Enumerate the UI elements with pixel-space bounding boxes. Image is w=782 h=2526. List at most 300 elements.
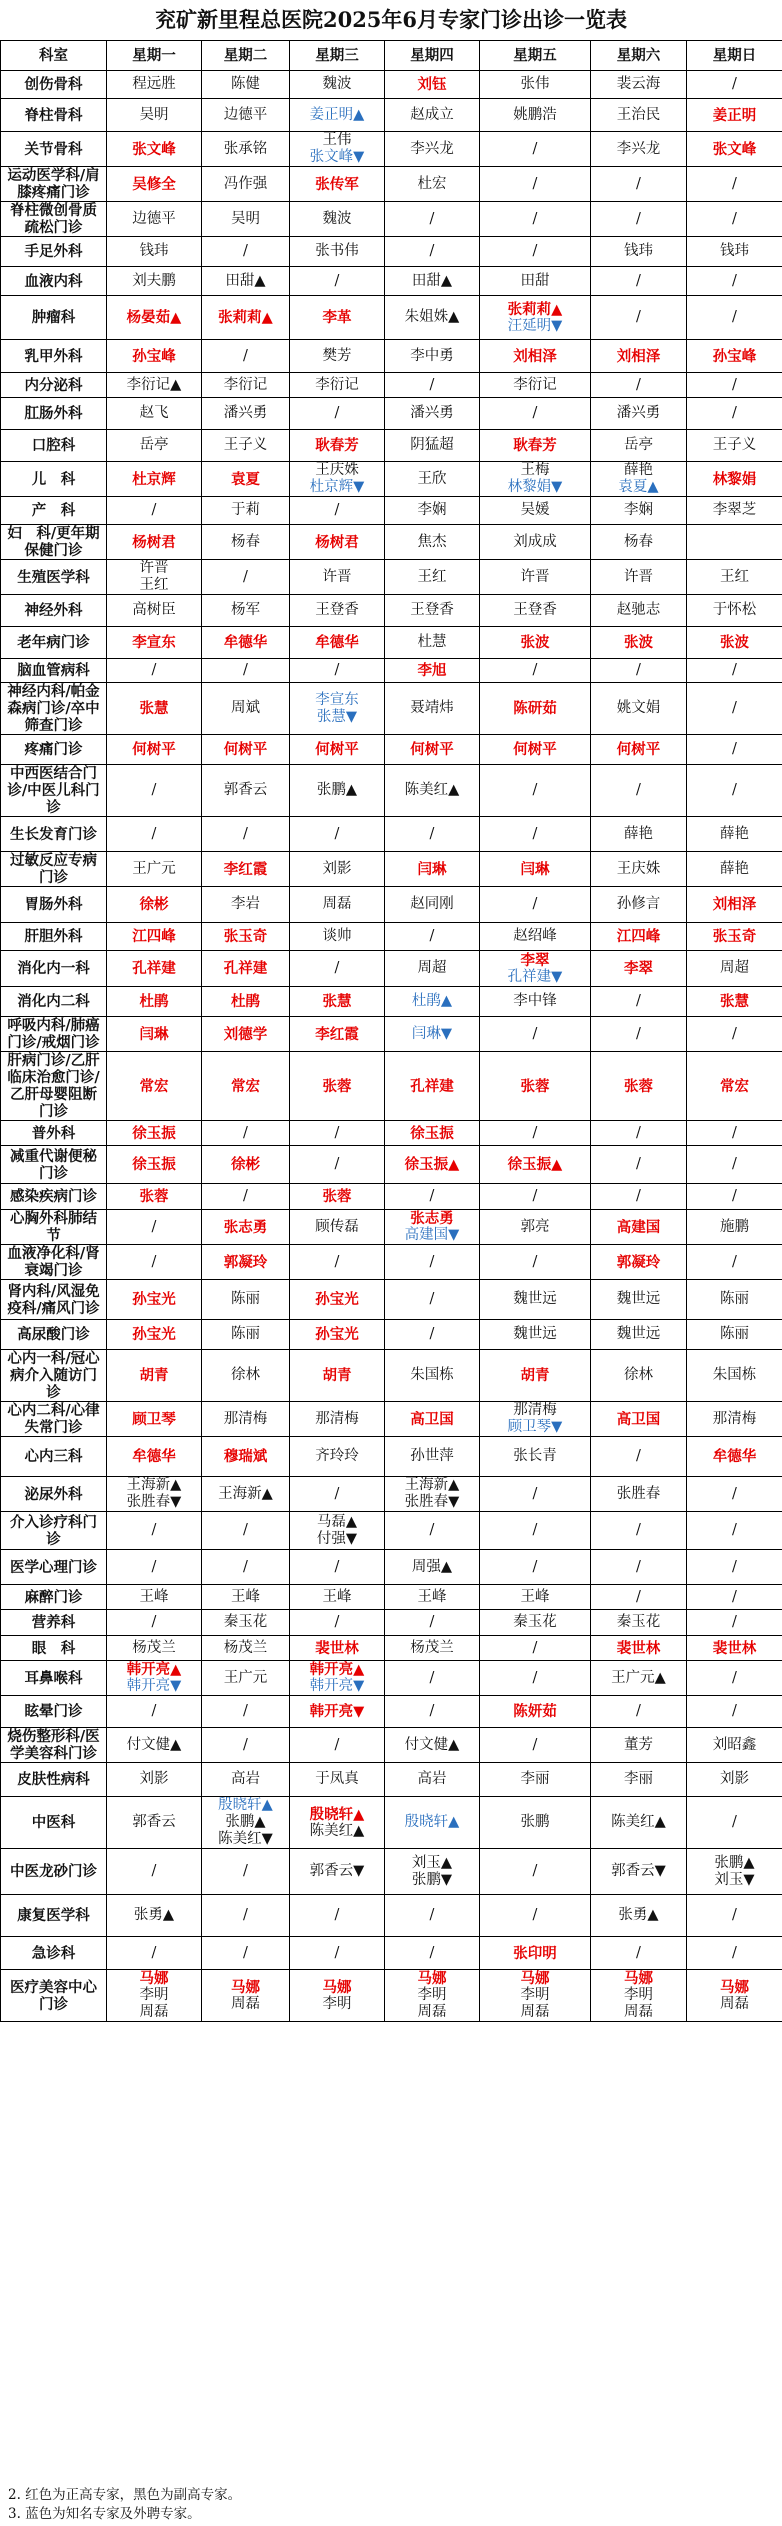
doctor-name: 钱玮 xyxy=(624,243,653,259)
doctor-name: 杨晏茹▲ xyxy=(126,309,182,326)
doctor-name: 刘玉▼ xyxy=(714,1871,755,1888)
doctor-name: 袁夏▲ xyxy=(618,479,659,495)
doctor-name: / xyxy=(532,175,538,192)
table-row xyxy=(1,1696,782,1728)
schedule-cell xyxy=(290,887,385,923)
schedule-cell xyxy=(687,525,782,560)
table-row xyxy=(1,1636,782,1661)
doctor-name: 袁夏 xyxy=(231,470,260,488)
doctor-name: 马娜 xyxy=(417,1970,447,1987)
doctor-name: 魏世远 xyxy=(616,1291,661,1307)
schedule-cell xyxy=(202,1937,290,1970)
doctor-name: 秦玉花 xyxy=(223,1614,268,1630)
doctor-name: 刘影 xyxy=(322,860,352,877)
doctor-name: 赵成立 xyxy=(410,106,454,123)
doctor-name: 周磊 xyxy=(139,2004,169,2020)
doctor-name: / xyxy=(243,1124,248,1141)
doctor-name: 周超 xyxy=(720,960,749,976)
schedule-cell xyxy=(290,296,385,340)
doctor-name: 殷晓轩▲ xyxy=(404,1814,460,1830)
table-row xyxy=(1,1017,782,1052)
table-row xyxy=(1,951,782,987)
schedule-cell xyxy=(290,1350,385,1402)
schedule-cell xyxy=(107,1937,202,1970)
doctor-name: 陈研茹 xyxy=(513,700,557,717)
schedule-cell xyxy=(687,1512,782,1550)
doctor-name: / xyxy=(151,1218,157,1235)
doctor-name: 刘相泽 xyxy=(513,347,557,365)
doctor-name: / xyxy=(429,1907,435,1923)
doctor-name: 魏世远 xyxy=(513,1291,557,1307)
schedule-cell xyxy=(385,430,480,462)
dept-cell: 内分泌科 xyxy=(1,373,107,398)
doctor-name: 姚文娟 xyxy=(616,700,661,716)
schedule-cell xyxy=(107,1585,202,1610)
schedule-cell xyxy=(290,1477,385,1512)
schedule-cell xyxy=(385,99,480,132)
dept-cell: 肿瘤科 xyxy=(1,296,107,340)
dept-cell: 关节骨科 xyxy=(1,132,107,167)
doctor-name: 田甜▲ xyxy=(411,272,453,289)
doctor-name: 李娴 xyxy=(624,502,653,518)
doctor-name: / xyxy=(732,1669,737,1686)
schedule-cell xyxy=(202,497,290,525)
schedule-cell xyxy=(591,923,687,951)
schedule-cell xyxy=(480,430,591,462)
doctor-name: 常宏 xyxy=(139,1077,169,1095)
doctor-name: 陈美红▲ xyxy=(611,1814,666,1830)
schedule-cell xyxy=(290,923,385,951)
schedule-cell xyxy=(202,923,290,951)
doctor-name: / xyxy=(532,1639,538,1656)
doctor-name: 魏世远 xyxy=(513,1326,557,1342)
header-row xyxy=(1,41,782,71)
doctor-name: 常宏 xyxy=(231,1077,260,1095)
doctor-name: / xyxy=(732,1558,737,1575)
doctor-name: / xyxy=(636,1558,641,1575)
dept-cell: 脊柱微创骨质疏松门诊 xyxy=(1,202,107,237)
doctor-name: 牟德华 xyxy=(132,1448,176,1465)
doctor-name: / xyxy=(732,76,737,92)
doctor-name: / xyxy=(334,1614,340,1630)
schedule-cell xyxy=(107,1437,202,1477)
doctor-name: / xyxy=(636,272,641,289)
schedule-cell xyxy=(202,1696,290,1728)
doctor-name: / xyxy=(151,1522,157,1538)
dept-cell: 口腔科 xyxy=(1,430,107,462)
header-dept: 科室 xyxy=(1,41,107,71)
schedule-cell xyxy=(591,398,687,430)
dept-cell: 肛肠外科 xyxy=(1,398,107,430)
doctor-name: 那清梅 xyxy=(223,1410,268,1427)
schedule-cell xyxy=(687,1121,782,1146)
table-row xyxy=(1,296,782,340)
schedule-cell xyxy=(687,1970,782,2022)
doctor-name: 郭香云▼ xyxy=(611,1863,666,1879)
schedule-cell xyxy=(480,1184,591,1210)
schedule-cell xyxy=(202,1636,290,1661)
doctor-name: 江四峰 xyxy=(132,928,176,945)
doctor-name: 李兴龙 xyxy=(410,140,454,157)
dept-cell: 康复医学科 xyxy=(1,1895,107,1937)
schedule-cell xyxy=(480,765,591,817)
doctor-name: 韩开亮▼ xyxy=(309,1703,365,1720)
schedule-cell xyxy=(107,1402,202,1437)
doctor-name: 许晋 xyxy=(139,560,169,576)
doctor-name: 吴明 xyxy=(139,106,169,123)
doctor-name: 张胜春▼ xyxy=(126,1494,182,1510)
doctor-name: 边德平 xyxy=(223,106,268,123)
schedule-cell xyxy=(202,1017,290,1052)
doctor-name: 刘夫鹏 xyxy=(132,272,176,289)
doctor-name: 裴云海 xyxy=(616,76,661,92)
schedule-cell xyxy=(385,1052,480,1121)
doctor-name: 李娴 xyxy=(417,502,447,518)
dept-cell: 儿 科 xyxy=(1,462,107,497)
doctor-name: 张慧 xyxy=(720,993,749,1010)
schedule-cell xyxy=(480,923,591,951)
doctor-name: 张慧 xyxy=(139,700,169,717)
schedule-cell xyxy=(480,167,591,202)
schedule-cell xyxy=(385,1970,480,2022)
table-row xyxy=(1,987,782,1017)
schedule-cell xyxy=(202,99,290,132)
schedule-cell xyxy=(687,1728,782,1763)
doctor-name: 孙宝光 xyxy=(315,1326,359,1343)
doctor-name: / xyxy=(151,825,157,842)
schedule-cell xyxy=(591,71,687,99)
doctor-name: 李翠 xyxy=(520,951,550,969)
schedule-cell xyxy=(480,202,591,237)
schedule-cell xyxy=(202,340,290,373)
header-day: 星期一 xyxy=(107,41,202,71)
dept-cell: 创伤骨科 xyxy=(1,71,107,99)
table-row xyxy=(1,1728,782,1763)
schedule-cell xyxy=(107,1550,202,1585)
schedule-cell xyxy=(687,99,782,132)
doctor-name: 李明 xyxy=(520,1987,550,2003)
doctor-name: 陈妍茹 xyxy=(513,1703,557,1720)
doctor-name: 顾传磊 xyxy=(315,1218,359,1235)
doctor-name: / xyxy=(636,1188,641,1204)
schedule-cell xyxy=(202,765,290,817)
schedule-cell xyxy=(591,560,687,595)
schedule-cell xyxy=(107,627,202,659)
table-row xyxy=(1,1895,782,1937)
schedule-cell xyxy=(591,1970,687,2022)
doctor-name: / xyxy=(636,210,641,227)
doctor-name: 那清梅 xyxy=(513,1402,557,1418)
schedule-cell xyxy=(202,1437,290,1477)
schedule-cell xyxy=(290,817,385,852)
doctor-name: 马娜 xyxy=(720,1978,749,1996)
schedule-cell xyxy=(107,1797,202,1849)
table-row xyxy=(1,887,782,923)
schedule-cell xyxy=(202,1320,290,1350)
doctor-name: 何树平 xyxy=(513,741,557,758)
doctor-name: 李中锋 xyxy=(513,993,557,1009)
doctor-name: 何树平 xyxy=(616,741,661,758)
schedule-cell xyxy=(290,462,385,497)
dept-cell: 烧伤整形科/医学美容科门诊 xyxy=(1,1728,107,1763)
doctor-name: 耿春芳 xyxy=(315,437,359,454)
schedule-cell xyxy=(385,817,480,852)
doctor-name: 王广元 xyxy=(132,860,176,877)
dept-cell: 医学心理门诊 xyxy=(1,1550,107,1585)
doctor-name: 徐彬 xyxy=(139,896,169,913)
doctor-name: 张伟 xyxy=(520,76,550,92)
doctor-name: 张印明 xyxy=(513,1944,557,1962)
doctor-name: 张慧 xyxy=(322,993,352,1010)
dept-cell: 感染疾病门诊 xyxy=(1,1184,107,1210)
schedule-cell xyxy=(687,595,782,627)
schedule-cell xyxy=(385,462,480,497)
doctor-name: 郭香云▼ xyxy=(309,1863,365,1879)
schedule-cell xyxy=(591,765,687,817)
table-row xyxy=(1,398,782,430)
doctor-name: 杨茂兰 xyxy=(223,1639,268,1656)
schedule-cell xyxy=(290,1121,385,1146)
doctor-name: 高建国▼ xyxy=(404,1227,460,1243)
doctor-name: 孙世萍 xyxy=(410,1448,454,1464)
dept-cell: 医疗美容中心门诊 xyxy=(1,1970,107,2022)
doctor-name: 王登香 xyxy=(513,602,557,618)
page-title: 兖矿新里程总医院2025年6月专家门诊出诊一览表 xyxy=(154,7,628,32)
doctor-name: 张鹏 xyxy=(520,1814,550,1830)
doctor-name: 李革 xyxy=(322,309,352,326)
doctor-name: 闫琳 xyxy=(520,860,550,878)
doctor-name: / xyxy=(243,1558,248,1575)
schedule-cell xyxy=(687,887,782,923)
schedule-cell xyxy=(290,1052,385,1121)
table-row xyxy=(1,1052,782,1121)
schedule-cell xyxy=(107,497,202,525)
doctor-name: 吴媛 xyxy=(520,502,550,518)
schedule-cell xyxy=(480,1146,591,1184)
doctor-name: / xyxy=(532,1907,538,1923)
doctor-name: / xyxy=(243,825,248,842)
schedule-cell xyxy=(385,398,480,430)
doctor-name: 孙宝光 xyxy=(132,1291,176,1308)
doctor-name: 闫琳 xyxy=(417,860,447,878)
doctor-name: 杜鹃 xyxy=(139,993,169,1010)
doctor-name: 岳亭 xyxy=(139,437,169,453)
doctor-name: 张蓉 xyxy=(139,1188,169,1205)
schedule-cell xyxy=(290,1937,385,1970)
dept-cell: 肝病门诊/乙肝临床治愈门诊/乙肝母婴阻断门诊 xyxy=(1,1052,107,1121)
doctor-name: 杨春 xyxy=(624,533,653,550)
doctor-name: 周磊 xyxy=(720,1995,749,2012)
schedule-cell xyxy=(687,1280,782,1320)
schedule-cell xyxy=(591,852,687,887)
doctor-name: / xyxy=(532,140,538,157)
doctor-name: / xyxy=(532,405,538,421)
doctor-name: 张鹏▲ xyxy=(714,1854,755,1871)
doctor-name: / xyxy=(243,1944,248,1961)
schedule-cell xyxy=(290,1437,385,1477)
schedule-cell xyxy=(202,1797,290,1849)
schedule-cell xyxy=(591,267,687,296)
doctor-name: 付文健▲ xyxy=(404,1736,460,1753)
doctor-name: 王峰 xyxy=(231,1588,260,1605)
doctor-name: 刘影 xyxy=(139,1771,169,1787)
doctor-name: / xyxy=(243,243,248,259)
dept-cell: 急诊科 xyxy=(1,1937,107,1970)
schedule-cell xyxy=(290,71,385,99)
doctor-name: / xyxy=(636,376,641,393)
doctor-name: 马娜 xyxy=(139,1970,169,1987)
schedule-cell xyxy=(591,237,687,267)
schedule-cell xyxy=(107,817,202,852)
doctor-name: 王庆姝 xyxy=(616,860,661,877)
schedule-cell xyxy=(480,132,591,167)
doctor-name: / xyxy=(243,347,248,364)
doctor-name: / xyxy=(151,502,157,518)
doctor-name: / xyxy=(334,1558,340,1575)
doctor-name: / xyxy=(532,210,538,227)
doctor-name: / xyxy=(636,1448,641,1464)
schedule-cell xyxy=(687,430,782,462)
schedule-cell xyxy=(290,852,385,887)
doctor-name: 王登香 xyxy=(315,602,359,618)
schedule-cell xyxy=(202,373,290,398)
schedule-cell xyxy=(107,132,202,167)
doctor-name: 王海新▲ xyxy=(404,1477,460,1493)
doctor-name: 郭香云 xyxy=(223,782,268,798)
schedule-cell xyxy=(385,132,480,167)
schedule-cell xyxy=(687,1210,782,1245)
schedule-cell xyxy=(385,560,480,595)
schedule-cell xyxy=(107,430,202,462)
doctor-name: 付文健▲ xyxy=(126,1736,182,1753)
schedule-cell xyxy=(107,923,202,951)
doctor-name: 王登香 xyxy=(410,602,454,618)
schedule-cell xyxy=(107,1636,202,1661)
doctor-name: 付强▼ xyxy=(316,1530,358,1547)
schedule-cell xyxy=(107,267,202,296)
doctor-name: 李衍记 xyxy=(315,376,359,393)
doctor-name: 施鹏 xyxy=(720,1218,749,1235)
doctor-name: 周磊 xyxy=(322,896,352,912)
dept-cell: 产 科 xyxy=(1,497,107,525)
doctor-name: 齐玲玲 xyxy=(315,1448,359,1464)
doctor-name: 杨春 xyxy=(231,533,260,550)
table-row xyxy=(1,1437,782,1477)
doctor-name: 张志勇 xyxy=(223,1218,268,1236)
table-row xyxy=(1,1320,782,1350)
doctor-name: 陈美红▼ xyxy=(218,1831,273,1847)
doctor-name: 徐玉振 xyxy=(410,1124,454,1142)
schedule-cell xyxy=(202,1849,290,1895)
schedule-cell xyxy=(480,497,591,525)
schedule-cell xyxy=(385,1437,480,1477)
dept-cell: 生长发育门诊 xyxy=(1,817,107,852)
schedule-cell xyxy=(687,1585,782,1610)
table-row xyxy=(1,1121,782,1146)
schedule-cell xyxy=(687,237,782,267)
schedule-cell xyxy=(480,1696,591,1728)
schedule-cell xyxy=(687,1146,782,1184)
schedule-cell xyxy=(107,462,202,497)
dept-cell: 耳鼻喉科 xyxy=(1,1661,107,1696)
schedule-cell xyxy=(107,1146,202,1184)
schedule-cell xyxy=(107,1970,202,2022)
doctor-name: 李旭 xyxy=(417,662,447,679)
doctor-name: 郭凝玲 xyxy=(223,1253,268,1271)
schedule-cell xyxy=(687,627,782,659)
dept-cell: 心内一科/冠心病介入随访门诊 xyxy=(1,1350,107,1402)
dept-cell: 生殖医学科 xyxy=(1,560,107,595)
table-row xyxy=(1,560,782,595)
schedule-cell xyxy=(591,817,687,852)
doctor-name: 马娜 xyxy=(322,1978,352,1996)
doctor-name: 那清梅 xyxy=(315,1410,359,1427)
schedule-cell xyxy=(480,237,591,267)
schedule-cell xyxy=(591,1512,687,1550)
dept-cell: 血液净化科/肾衰竭门诊 xyxy=(1,1245,107,1280)
table-row xyxy=(1,1970,782,2022)
schedule-cell xyxy=(480,1895,591,1937)
table-row xyxy=(1,1245,782,1280)
schedule-cell xyxy=(591,525,687,560)
doctor-name: / xyxy=(636,1703,641,1719)
schedule-cell xyxy=(202,817,290,852)
doctor-name: 孙修言 xyxy=(616,896,661,912)
schedule-cell xyxy=(107,1184,202,1210)
schedule-cell xyxy=(591,1477,687,1512)
table-row xyxy=(1,373,782,398)
doctor-name: 孙宝光 xyxy=(315,1291,359,1308)
schedule-cell xyxy=(591,202,687,237)
schedule-cell xyxy=(480,1550,591,1585)
dept-cell: 消化内二科 xyxy=(1,987,107,1017)
doctor-name: 林黎娟▼ xyxy=(507,479,563,495)
doctor-name: 何树平 xyxy=(223,741,268,758)
doctor-name: 周强▲ xyxy=(411,1558,453,1575)
schedule-cell xyxy=(290,1017,385,1052)
doctor-name: 王子义 xyxy=(223,437,268,453)
doctor-name: / xyxy=(532,1485,538,1502)
schedule-cell xyxy=(290,659,385,683)
doctor-name: 张鹏▲ xyxy=(225,1814,266,1830)
doctor-name: 杨军 xyxy=(231,602,260,618)
table-row xyxy=(1,1184,782,1210)
doctor-name: 江四峰 xyxy=(616,928,661,945)
dept-cell: 消化内一科 xyxy=(1,951,107,987)
doctor-name: 孙宝峰 xyxy=(132,347,176,365)
doctor-name: / xyxy=(243,1863,248,1879)
schedule-cell xyxy=(290,1970,385,2022)
doctor-name: 潘兴勇 xyxy=(410,405,454,421)
doctor-name: 胡青 xyxy=(139,1367,169,1384)
schedule-cell xyxy=(591,1696,687,1728)
doctor-name: 冯作强 xyxy=(223,175,268,192)
schedule-cell xyxy=(480,1245,591,1280)
table-row xyxy=(1,1280,782,1320)
doctor-name: / xyxy=(151,782,157,798)
doctor-name: 高卫国 xyxy=(410,1410,454,1428)
schedule-cell xyxy=(385,167,480,202)
doctor-name: 王欣 xyxy=(417,470,447,487)
schedule-cell xyxy=(687,267,782,296)
doctor-name: 裴世林 xyxy=(712,1639,757,1657)
doctor-name: 朱国栋 xyxy=(712,1367,757,1383)
schedule-cell xyxy=(687,765,782,817)
doctor-name: / xyxy=(151,1614,157,1630)
schedule-cell xyxy=(687,1849,782,1895)
schedule-cell xyxy=(202,1728,290,1763)
doctor-name: / xyxy=(532,1124,538,1141)
